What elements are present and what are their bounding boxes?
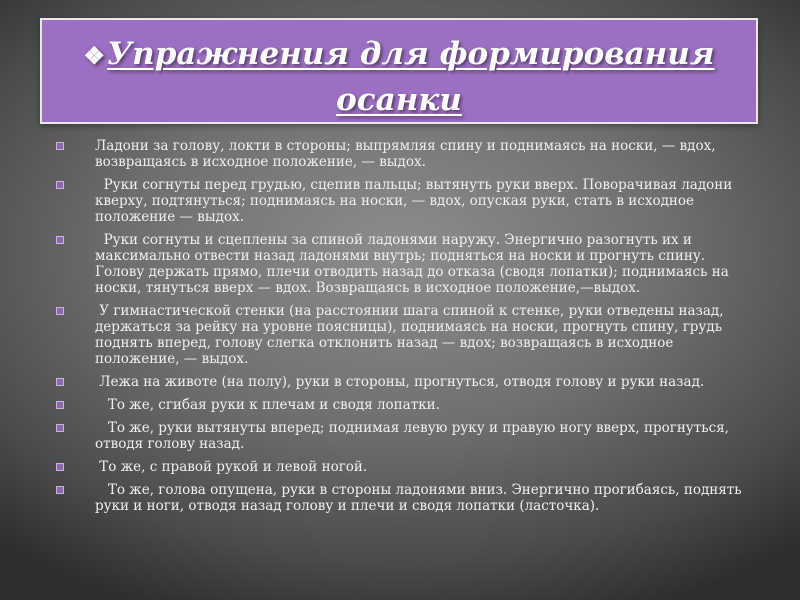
bullet-square-icon bbox=[56, 463, 64, 471]
list-item-text: У гимнастической стенки (на расстоянии шага спиной к стенке, руки отведены назад, держаться за рейку на уровне поясницы), поднимаясь на носки, прогнуть спину, грудь поднять вперед, голову слегка отклонить назад — вдох; возвращаясь в исходное положение, — выдох. bbox=[95, 303, 728, 367]
list-item-text: То же, голова опущена, руки в стороны ладонями вниз. Энергично прогибаясь, поднять руки и ноги, отводя назад голову и плечи и сводя лопатки (ласточка). bbox=[95, 482, 746, 514]
list-item-text: То же, руки вытянуты вперед; поднимая левую руку и правую ногу вверх, прогнуться, отводя голову назад. bbox=[95, 420, 734, 452]
slide-title-text-1: Упражнения для формирования bbox=[107, 36, 715, 72]
bullet-square-icon bbox=[56, 307, 64, 315]
ornament-diamond-icon: ❖ bbox=[83, 41, 105, 70]
slide-title-line-1 bbox=[42, 32, 756, 78]
list-item bbox=[52, 232, 758, 296]
bullet-square-icon bbox=[56, 486, 64, 494]
list-item bbox=[52, 397, 758, 413]
list-item-text: Ладони за голову, локти в стороны; выпрямляя спину и поднимаясь на носки, — вдох, возвращаясь в исходное положение, — выдох. bbox=[95, 138, 720, 170]
list-item bbox=[52, 420, 758, 452]
bullet-square-icon bbox=[56, 378, 64, 386]
list-item-text: Лежа на животе (на полу), руки в стороны, прогнуться, отводя голову и руки назад. bbox=[95, 374, 705, 390]
bullet-square-icon bbox=[56, 142, 64, 150]
slide-title-line-2: осанки bbox=[336, 82, 462, 118]
list-item-text: Руки согнуты перед грудью, сцепив пальцы; вытянуть руки вверх. Поворачивая ладони кверху, подтянуться; поднимаясь на носки, — вдох, опуская руки, стать в исходное положение — выдох. bbox=[95, 177, 737, 225]
list-item bbox=[52, 374, 758, 390]
list-item-text: То же, с правой рукой и левой ногой. bbox=[95, 459, 368, 475]
list-item bbox=[52, 459, 758, 475]
bullet-square-icon bbox=[56, 401, 64, 409]
list-item bbox=[52, 177, 758, 225]
list-item-text: То же, сгибая руки к плечам и сводя лопатки. bbox=[95, 397, 440, 413]
bullet-square-icon bbox=[56, 424, 64, 432]
exercise-list bbox=[52, 138, 758, 521]
bullet-square-icon bbox=[56, 236, 64, 244]
list-item-text: Руки согнуты и сцеплены за спиной ладонями наружу. Энергично разогнуть их и максимально отвести назад ладонями внутрь; подняться на носки и прогнуть спину. Голову держать прямо, плечи отводить назад до отказа (сводя лопатки); поднимаясь на носки, тянуться вверх — вдох. Возвращаясь в исходное положение,—выдох. bbox=[95, 232, 734, 296]
list-item bbox=[52, 303, 758, 367]
list-item bbox=[52, 138, 758, 170]
bullet-square-icon bbox=[56, 181, 64, 189]
slide-title-box bbox=[40, 18, 758, 124]
list-item bbox=[52, 482, 758, 514]
